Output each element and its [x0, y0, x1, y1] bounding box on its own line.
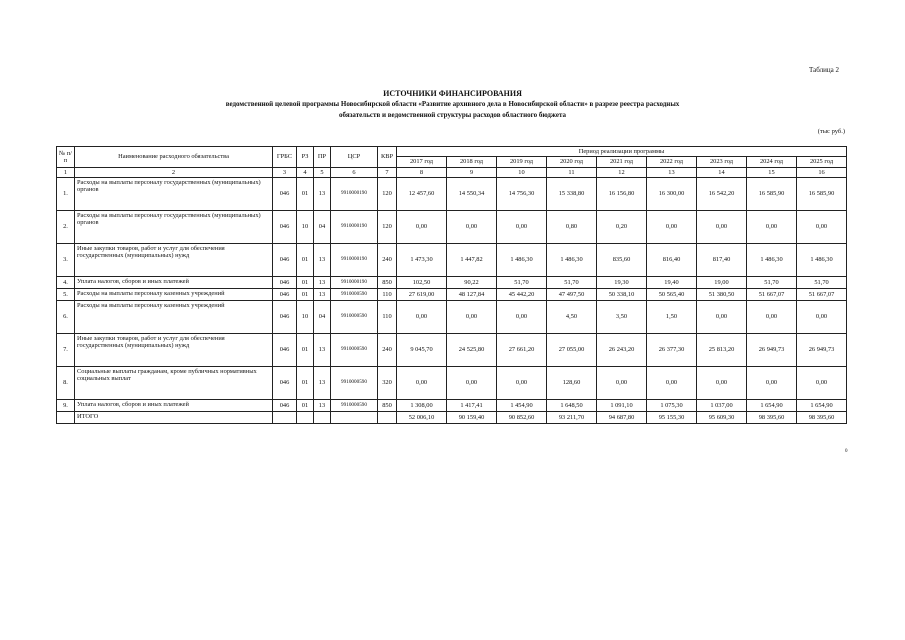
year-value: 51,70: [497, 277, 547, 289]
column-numbers-row: [57, 167, 847, 177]
year-value: 1 473,30: [397, 244, 447, 277]
header-pr: ПР: [314, 147, 331, 168]
header-year: 2025 год: [797, 157, 847, 167]
header-year: 2018 год: [447, 157, 497, 167]
kvr-code: 240: [378, 334, 397, 367]
column-number: 6: [331, 167, 378, 177]
year-value: 51 667,07: [747, 289, 797, 301]
grbs-code: 046: [273, 301, 297, 334]
pr-code: 04: [314, 301, 331, 334]
year-value: 0,00: [797, 367, 847, 400]
year-value: 0,00: [497, 367, 547, 400]
pr-code: 13: [314, 400, 331, 412]
grbs-code: 046: [273, 289, 297, 301]
table-row: [57, 289, 847, 301]
year-value: 0,00: [447, 211, 497, 244]
total-value: 90 159,40: [447, 412, 497, 424]
header-year: 2017 год: [397, 157, 447, 167]
column-number: 2: [75, 167, 273, 177]
table-row: [57, 211, 847, 244]
year-value: 26 243,20: [597, 334, 647, 367]
total-value: 90 852,60: [497, 412, 547, 424]
row-number: 3.: [57, 244, 75, 277]
year-value: 0,00: [447, 367, 497, 400]
header-num: № п/п: [57, 147, 75, 168]
pr-code: 13: [314, 178, 331, 211]
header-year: 2020 год: [547, 157, 597, 167]
year-value: 0,00: [397, 211, 447, 244]
csr-code: 9910000190: [331, 244, 378, 277]
year-value: 15 338,80: [547, 178, 597, 211]
year-value: 4,50: [547, 301, 597, 334]
expense-name: Уплата налогов, сборов и иных платежей: [75, 277, 273, 289]
total-value: 94 687,80: [597, 412, 647, 424]
year-value: 51 380,50: [697, 289, 747, 301]
expense-name: Расходы на выплаты персоналу казенных учреждений: [75, 301, 273, 334]
column-number: 3: [273, 167, 297, 177]
column-number: 9: [447, 167, 497, 177]
year-value: 16 300,00: [647, 178, 697, 211]
year-value: 0,00: [697, 211, 747, 244]
csr-code: 9910000590: [331, 289, 378, 301]
year-value: 0,00: [397, 301, 447, 334]
year-value: 16 585,90: [747, 178, 797, 211]
kvr-code: 110: [378, 289, 397, 301]
year-value: 1 447,82: [447, 244, 497, 277]
column-number: 12: [597, 167, 647, 177]
year-value: 0,00: [697, 301, 747, 334]
year-value: 1,50: [647, 301, 697, 334]
year-value: 14 550,34: [447, 178, 497, 211]
csr-code: 9910000590: [331, 301, 378, 334]
total-empty-cell: [57, 412, 75, 424]
column-number: 15: [747, 167, 797, 177]
year-value: 0,00: [747, 301, 797, 334]
rz-code: 10: [297, 211, 314, 244]
year-value: 0,00: [497, 301, 547, 334]
csr-code: 9910000590: [331, 400, 378, 412]
year-value: 1 308,00: [397, 400, 447, 412]
kvr-code: 850: [378, 400, 397, 412]
year-value: 16 156,80: [597, 178, 647, 211]
expense-name: Уплата налогов, сборов и иных платежей: [75, 400, 273, 412]
total-empty-cell: [378, 412, 397, 424]
year-value: 1 075,30: [647, 400, 697, 412]
document-subtitle-line-2: обязательств и ведомственной структуры расходов областного бюджета: [339, 111, 566, 119]
rz-code: 10: [297, 301, 314, 334]
year-value: 102,50: [397, 277, 447, 289]
year-value: 1 091,10: [597, 400, 647, 412]
csr-code: 9910000590: [331, 334, 378, 367]
year-value: 0,20: [597, 211, 647, 244]
expense-name: Расходы на выплаты персоналу казенных учреждений: [75, 289, 273, 301]
year-value: 16 585,90: [797, 178, 847, 211]
year-value: 0,00: [497, 211, 547, 244]
csr-code: 9910000190: [331, 211, 378, 244]
header-name: Наименование расходного обязательства: [75, 147, 273, 168]
footer-mark: 0: [845, 449, 848, 454]
csr-code: 9910000190: [331, 178, 378, 211]
year-value: 26 949,73: [747, 334, 797, 367]
year-value: 50 338,10: [597, 289, 647, 301]
total-empty-cell: [273, 412, 297, 424]
table-row: [57, 178, 847, 211]
expense-name: Иные закупки товаров, работ и услуг для обеспечения государственных (муниципальных) нужд: [75, 334, 273, 367]
column-number: 8: [397, 167, 447, 177]
year-value: 51 667,07: [797, 289, 847, 301]
row-number: 5.: [57, 289, 75, 301]
kvr-code: 850: [378, 277, 397, 289]
year-value: 3,50: [597, 301, 647, 334]
year-value: 1 486,30: [497, 244, 547, 277]
total-value: 52 006,10: [397, 412, 447, 424]
column-number: 7: [378, 167, 397, 177]
year-value: 19,30: [597, 277, 647, 289]
grbs-code: 046: [273, 400, 297, 412]
total-empty-cell: [314, 412, 331, 424]
grbs-code: 046: [273, 277, 297, 289]
kvr-code: 120: [378, 211, 397, 244]
year-value: 1 486,30: [547, 244, 597, 277]
total-label: ИТОГО: [75, 412, 273, 424]
rz-code: 01: [297, 289, 314, 301]
year-value: 0,00: [797, 211, 847, 244]
row-number: 6.: [57, 301, 75, 334]
grbs-code: 046: [273, 178, 297, 211]
year-value: 1 417,41: [447, 400, 497, 412]
pr-code: 04: [314, 211, 331, 244]
column-number: 16: [797, 167, 847, 177]
row-number: 9.: [57, 400, 75, 412]
table-number-label: Таблица 2: [809, 66, 839, 74]
year-value: 835,60: [597, 244, 647, 277]
year-value: 19,40: [647, 277, 697, 289]
table-row: [57, 244, 847, 277]
column-number: 10: [497, 167, 547, 177]
header-grbs: ГРБС: [273, 147, 297, 168]
year-value: 0,00: [747, 367, 797, 400]
year-value: 45 442,20: [497, 289, 547, 301]
header-year: 2021 год: [597, 157, 647, 167]
table-row: [57, 301, 847, 334]
rz-code: 01: [297, 244, 314, 277]
total-value: 93 211,70: [547, 412, 597, 424]
header-rz: РЗ: [297, 147, 314, 168]
year-value: 51,70: [747, 277, 797, 289]
year-value: 9 045,70: [397, 334, 447, 367]
pr-code: 13: [314, 367, 331, 400]
year-value: 12 457,60: [397, 178, 447, 211]
total-value: 98 395,60: [797, 412, 847, 424]
year-value: 1 454,90: [497, 400, 547, 412]
header-period: Период реализации программы: [397, 147, 847, 157]
csr-code: 9910000190: [331, 277, 378, 289]
column-number: 4: [297, 167, 314, 177]
year-value: 27 055,00: [547, 334, 597, 367]
total-row: [57, 412, 847, 424]
document-title: ИСТОЧНИКИ ФИНАНСИРОВАНИЯ: [383, 89, 522, 98]
year-value: 27 661,20: [497, 334, 547, 367]
table-row: [57, 334, 847, 367]
year-value: 26 377,30: [647, 334, 697, 367]
year-value: 0,00: [447, 301, 497, 334]
kvr-code: 320: [378, 367, 397, 400]
year-value: 128,60: [547, 367, 597, 400]
financing-table: [56, 146, 847, 424]
kvr-code: 240: [378, 244, 397, 277]
year-value: 50 565,40: [647, 289, 697, 301]
column-number: 5: [314, 167, 331, 177]
row-number: 8.: [57, 367, 75, 400]
year-value: 0,00: [697, 367, 747, 400]
year-value: 48 127,84: [447, 289, 497, 301]
year-value: 51,70: [547, 277, 597, 289]
column-number: 11: [547, 167, 597, 177]
year-value: 24 525,80: [447, 334, 497, 367]
expense-name: Социальные выплаты гражданам, кроме публичных нормативных социальных выплат: [75, 367, 273, 400]
year-value: 0,00: [747, 211, 797, 244]
rz-code: 01: [297, 277, 314, 289]
grbs-code: 046: [273, 367, 297, 400]
total-empty-cell: [331, 412, 378, 424]
year-value: 0,00: [597, 367, 647, 400]
year-value: 1 486,30: [797, 244, 847, 277]
year-value: 51,70: [797, 277, 847, 289]
rz-code: 01: [297, 400, 314, 412]
pr-code: 13: [314, 277, 331, 289]
year-value: 14 756,30: [497, 178, 547, 211]
year-value: 1 654,90: [797, 400, 847, 412]
grbs-code: 046: [273, 211, 297, 244]
grbs-code: 046: [273, 244, 297, 277]
expense-name: Расходы на выплаты персоналу государственных (муниципальных) органов: [75, 178, 273, 211]
table-row: [57, 367, 847, 400]
rz-code: 01: [297, 334, 314, 367]
pr-code: 13: [314, 334, 331, 367]
total-value: 95 609,30: [697, 412, 747, 424]
total-value: 95 155,30: [647, 412, 697, 424]
year-value: 1 037,00: [697, 400, 747, 412]
rz-code: 01: [297, 178, 314, 211]
csr-code: 9910000590: [331, 367, 378, 400]
row-number: 4.: [57, 277, 75, 289]
units-label: (тыс руб.): [817, 128, 845, 135]
expense-name: Расходы на выплаты персоналу государственных (муниципальных) органов: [75, 211, 273, 244]
column-number: 13: [647, 167, 697, 177]
header-year: 2022 год: [647, 157, 697, 167]
year-value: 19,00: [697, 277, 747, 289]
row-number: 2.: [57, 211, 75, 244]
year-value: 47 497,50: [547, 289, 597, 301]
pr-code: 13: [314, 289, 331, 301]
header-year: 2023 год: [697, 157, 747, 167]
year-value: 0,00: [797, 301, 847, 334]
year-value: 1 486,30: [747, 244, 797, 277]
total-value: 98 395,60: [747, 412, 797, 424]
year-value: 90,22: [447, 277, 497, 289]
table-row: [57, 400, 847, 412]
year-value: 1 654,90: [747, 400, 797, 412]
kvr-code: 120: [378, 178, 397, 211]
row-number: 7.: [57, 334, 75, 367]
header-kvr: КВР: [378, 147, 397, 168]
kvr-code: 110: [378, 301, 397, 334]
column-number: 1: [57, 167, 75, 177]
year-value: 817,40: [697, 244, 747, 277]
rz-code: 01: [297, 367, 314, 400]
header-csr: ЦСР: [331, 147, 378, 168]
total-empty-cell: [297, 412, 314, 424]
year-value: 27 619,00: [397, 289, 447, 301]
year-value: 16 542,20: [697, 178, 747, 211]
year-value: 816,40: [647, 244, 697, 277]
expense-name: Иные закупки товаров, работ и услуг для обеспечения государственных (муниципальных) нужд: [75, 244, 273, 277]
year-value: 25 813,20: [697, 334, 747, 367]
grbs-code: 046: [273, 334, 297, 367]
pr-code: 13: [314, 244, 331, 277]
header-year: 2019 год: [497, 157, 547, 167]
year-value: 1 648,50: [547, 400, 597, 412]
table-row: [57, 277, 847, 289]
column-number: 14: [697, 167, 747, 177]
document-subtitle-line-1: ведомственной целевой программы Новосибирской области «Развитие архивного дела в Новосибирской области» в разрезе реестра расходных: [225, 100, 680, 108]
year-value: 0,00: [397, 367, 447, 400]
row-number: 1.: [57, 178, 75, 211]
year-value: 0,00: [647, 211, 697, 244]
year-value: 0,80: [547, 211, 597, 244]
year-value: 26 949,73: [797, 334, 847, 367]
year-value: 0,00: [647, 367, 697, 400]
header-year: 2024 год: [747, 157, 797, 167]
